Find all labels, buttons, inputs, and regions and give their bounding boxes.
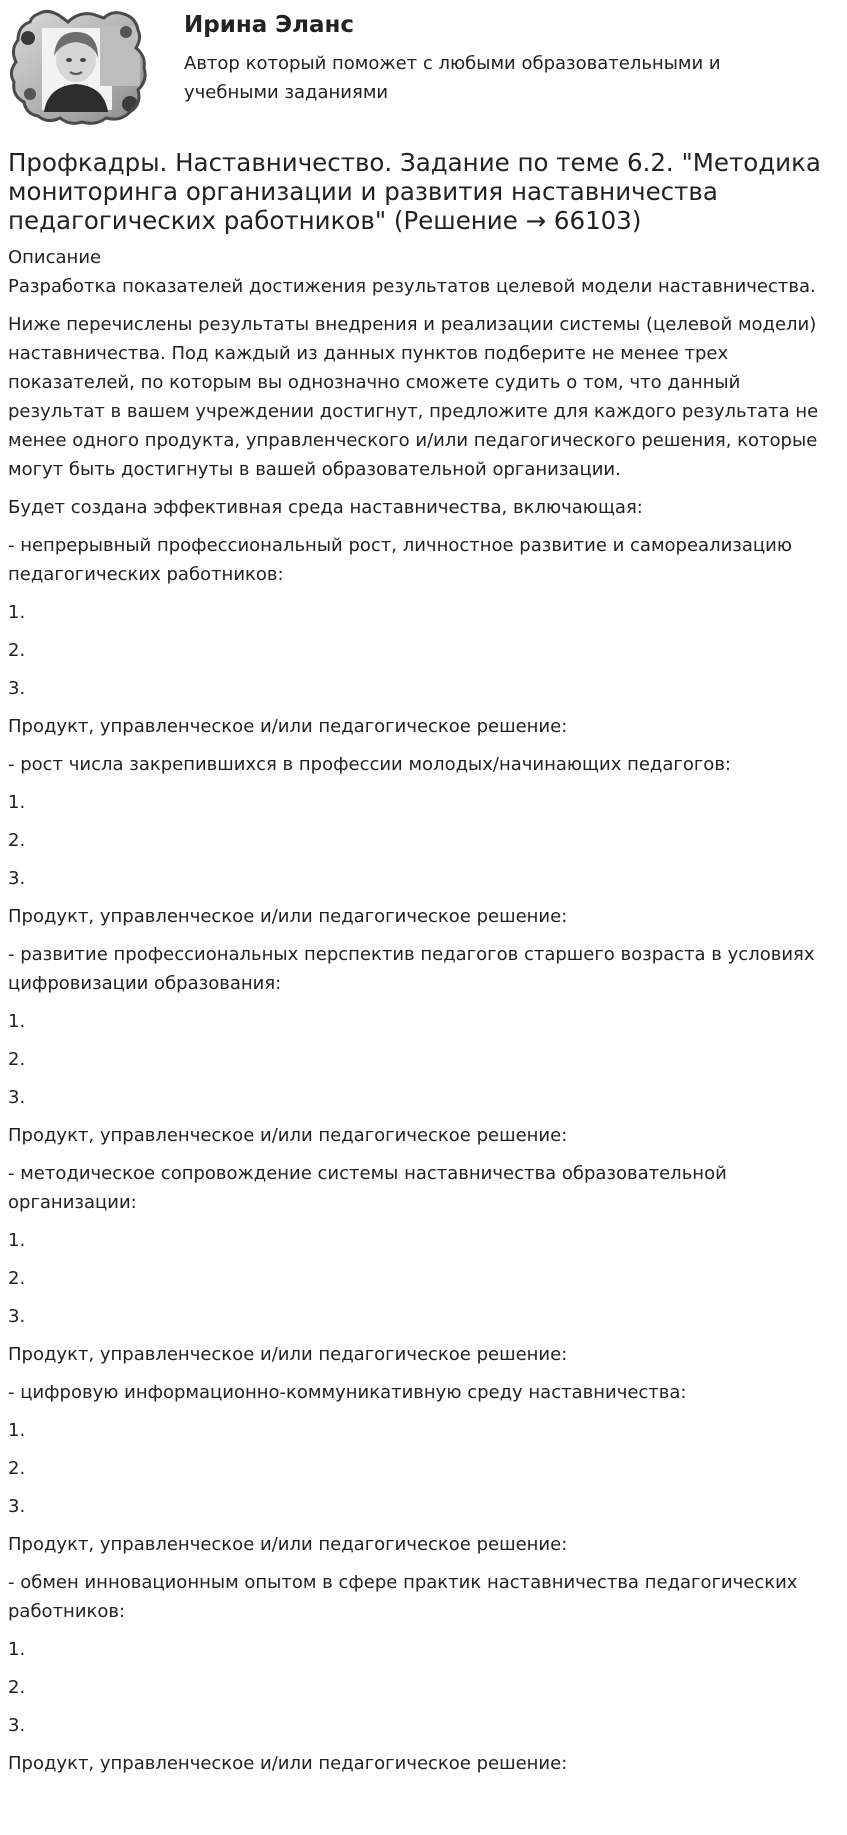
result-section [8,1159,840,1369]
environment-heading: Будет создана эффективная среда наставничества, включающая: [8,497,643,518]
task-instructions: Ниже перечислены результаты внедрения и реализации системы (целевой модели) наставничества. Под каждый из данных пунктов подберите не менее трех показателей, по которым вы однозначно сможете судить о том, что данный результат в вашем учреждении достигнут, предложите для каждого результата не менее одного продукта, управленческого и/или педагогического решения, которые могут быть достигнуты в вашей образовательной организации. [8,314,819,480]
indicator-item: 1. [8,1011,26,1032]
indicator-item: 1. [8,1639,26,1660]
product-label: Продукт, управленческое и/или педагогическое решение: [8,1125,568,1146]
section-heading: - непрерывный профессиональный рост, личностное развитие и самореализацию педагогических работников: [8,535,792,585]
indicator-item: 2. [8,830,26,851]
description-label: Описание [8,247,102,268]
result-section [8,940,840,1150]
indicator-item: 2. [8,1268,26,1289]
section-heading: - методическое сопровождение системы наставничества образовательной организации: [8,1163,727,1213]
product-label: Продукт, управленческое и/или педагогическое решение: [8,1534,568,1555]
indicator-item: 3. [8,1496,26,1517]
product-label: Продукт, управленческое и/или педагогическое решение: [8,906,568,927]
author-header [0,0,847,135]
indicator-item: 1. [8,1230,26,1251]
section-heading: - обмен инновационным опытом в сфере практик наставничества педагогических работников: [8,1572,798,1622]
section-heading: - цифровую информационно-коммуникативную среду наставничества: [8,1382,687,1403]
indicator-item: 2. [8,640,26,661]
indicator-item: 2. [8,1458,26,1479]
indicator-item: 1. [8,1420,26,1441]
product-label: Продукт, управленческое и/или педагогическое решение: [8,1344,568,1365]
author-description: Автор который поможет с любыми образовательными и учебными заданиями [184,53,721,103]
task-title: Профкадры. Наставничество. Задание по теме 6.2. "Методика мониторинга организации и развития наставничества педагогических работников" (Решение → 66103) [8,148,821,235]
result-section [8,531,840,741]
indicator-item: 2. [8,1677,26,1698]
product-label: Продукт, управленческое и/или педагогическое решение: [8,1753,568,1774]
indicator-item: 1. [8,602,26,623]
indicator-item: 3. [8,1715,26,1736]
task-intro: Разработка показателей достижения результатов целевой модели наставничества. [8,276,816,297]
indicator-item: 3. [8,678,26,699]
indicator-item: 3. [8,868,26,889]
indicator-item: 1. [8,792,26,813]
task-content [8,148,840,1778]
result-section [8,1378,840,1559]
product-label: Продукт, управленческое и/или педагогическое решение: [8,716,568,737]
result-section [8,1568,840,1778]
indicator-item: 2. [8,1049,26,1070]
section-heading: - рост числа закрепившихся в профессии молодых/начинающих педагогов: [8,754,731,775]
indicator-item: 3. [8,1087,26,1108]
result-section [8,750,840,931]
indicator-item: 3. [8,1306,26,1327]
section-heading: - развитие профессиональных перспектив педагогов старшего возраста в условиях цифровизации образования: [8,944,815,994]
user-photo-avatar-icon[interactable] [8,8,150,126]
author-name[interactable]: Ирина Эланс [184,12,355,38]
